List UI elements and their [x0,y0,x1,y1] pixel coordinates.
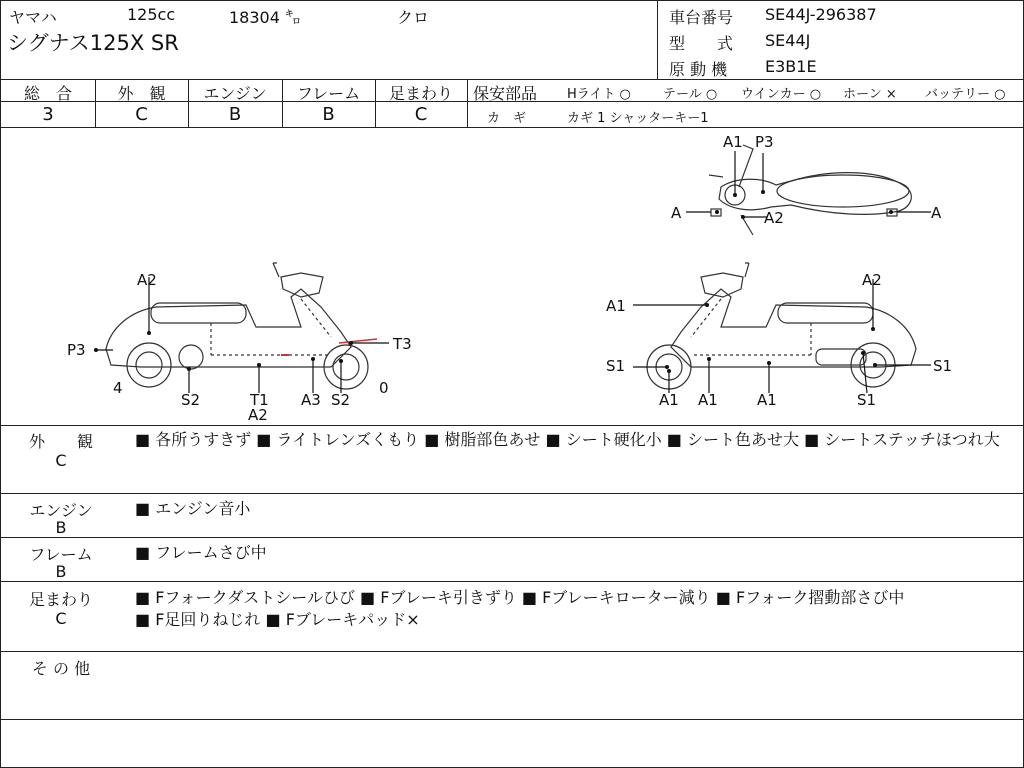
right-label-a1-b3: A1 [757,391,777,409]
grade-header-overall: 総 合 [23,84,72,103]
section-engine-text: ■ エンジン音小 [135,499,251,518]
safety-winker: ウインカー ○ [741,87,822,102]
section-exterior-grade: C [55,451,67,470]
safety-title: 保安部品 [473,84,538,103]
top-label-a1: A1 [723,133,743,151]
maker: ヤマハ [9,8,57,27]
section-suspension-text2: ■ F足回りねじれ ■ Fブレーキパッド× [135,610,420,629]
safety-headlight: Hライト ○ [567,87,631,102]
section-frame-grade: B [55,562,67,581]
model-name: シグナス125X SR [7,31,179,55]
left-label-t1: T1 [250,391,269,409]
right-label-a1-b2: A1 [698,391,718,409]
grade-frame: B [322,104,335,125]
key-value: カギ 1 シャッターキー1 [567,111,709,126]
grade-header-engine: エンジン [203,84,267,103]
safety-battery: バッテリー ○ [925,87,1006,102]
right-label-s1-bottom: S1 [857,391,877,409]
section-frame-name: フレーム [29,545,93,564]
left-label-p3: P3 [67,341,86,359]
left-label-s2b: S2 [331,391,351,409]
grade-exterior: C [135,104,148,125]
grade-header-suspension: 足まわり [388,84,453,103]
grade-overall: 3 [42,104,54,125]
section-suspension-name: 足まわり [28,590,93,609]
left-label-a3: A3 [301,391,321,409]
top-label-p3: P3 [755,133,774,151]
engine-value: E3B1E [765,57,817,76]
frame-number-label: 車台番号 [669,8,734,27]
section-exterior-name: 外 観 [28,432,93,451]
grade-suspension: C [414,104,428,125]
section-other-name: そ の 他 [31,659,91,678]
grade-header-exterior: 外 観 [117,84,166,103]
mileage: 18304 ㌔ [229,8,301,27]
left-label-a2-top: A2 [137,271,157,289]
displacement: 125cc [127,5,176,24]
section-suspension-grade: C [55,609,67,628]
key-label: カ ギ [487,111,527,126]
top-label-a-right: A [931,204,942,222]
section-engine-name: エンジン [29,501,93,520]
left-label-4: 4 [113,379,123,397]
section-suspension-text: ■ Fフォークダストシールひび ■ Fブレーキ引きずり ■ Fブレーキローター減り ■ Fフォーク摺動部さび中 [135,588,905,607]
left-label-0: 0 [379,379,389,397]
grade-engine: B [228,104,242,125]
left-label-a2-bottom: A2 [248,406,268,424]
section-engine-grade: B [55,518,67,537]
right-label-a1-b1: A1 [659,391,679,409]
right-label-a2-top: A2 [862,271,882,289]
left-label-t3: T3 [393,335,412,353]
type-value: SE44J [765,31,811,50]
scooter-right-view [633,263,931,393]
right-label-s1-right: S1 [933,357,953,375]
header [1,1,1023,80]
frame-number-value: SE44J-296387 [765,5,877,24]
color: クロ [397,8,430,27]
grade-header-frame: フレーム [296,84,361,103]
right-label-s1-left: S1 [606,357,626,375]
left-label-s2a: S2 [181,391,201,409]
right-label-a1-top: A1 [606,297,626,315]
section-exterior-text: ■ 各所うすきず ■ ライトレンズくもり ■ 樹脂部色あせ ■ シート硬化小 ■ シート色あせ大 ■ シートステッチほつれ大 [135,430,1000,449]
type-label: 型 式 [669,34,734,53]
safety-taillight: テール ○ [663,87,718,102]
top-label-a2: A2 [764,209,784,227]
engine-label: 原 動 機 [669,60,728,79]
section-frame-text: ■ フレームさび中 [135,543,267,562]
scooter-top-view [686,145,931,235]
damage-diagram [1,127,1023,425]
top-label-a-left: A [671,204,682,222]
safety-horn: ホーン × [843,87,897,102]
